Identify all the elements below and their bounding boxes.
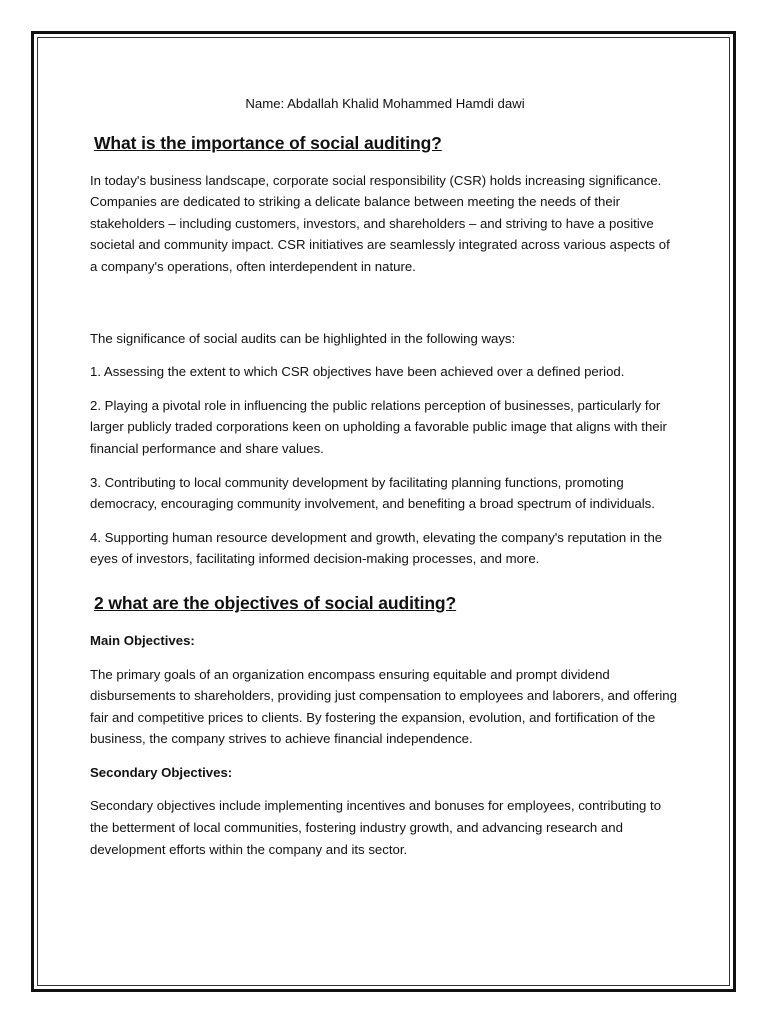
secondary-objectives-label: Secondary Objectives: bbox=[90, 764, 233, 780]
section-1-intro: In today's business landscape, corporate social responsibility (CSR) holds increasing significance. Companies are dedicated to striking a delicate balance between meeting the needs of their stakeholders – including customers, investors, and shareholders – and striving to have a positive societal and community impact. CSR initiatives are seamlessly integrated across various aspects of a company's operations, often interdependent in nature. bbox=[90, 172, 670, 274]
list-item: 2. Playing a pivotal role in influencing the public relations perception of businesses, particularly for larger publicly traded corporations keen on upholding a favorable public image that aligns with their financial performance and share values. bbox=[90, 397, 667, 456]
secondary-objectives-text: Secondary objectives include implementing incentives and bonuses for employees, contributing to the betterment of local communities, fostering industry growth, and advancing research and development efforts within the company and its sector. bbox=[90, 798, 662, 857]
list-item: 1. Assessing the extent to which CSR objectives have been achieved over a defined period. bbox=[90, 364, 625, 380]
list-item: 3. Contributing to local community development by facilitating planning functions, promoting democracy, encouraging community involvement, and benefiting a broad spectrum of individuals. bbox=[90, 474, 655, 512]
document-body bbox=[90, 93, 680, 872]
author-name: Name: Abdallah Khalid Mohammed Hamdi dawi bbox=[245, 96, 525, 111]
section-1-lead-in: The significance of social audits can be highlighted in the following ways: bbox=[90, 330, 516, 346]
list-item: 4. Supporting human resource development and growth, elevating the company's reputation in the eyes of investors, facilitating informed decision-making processes, and more. bbox=[90, 529, 663, 567]
section-2-heading: 2 what are the objectives of social auditing? bbox=[94, 592, 457, 613]
section-1-heading: What is the importance of social auditing? bbox=[94, 132, 442, 153]
main-objectives-label: Main Objectives: bbox=[90, 632, 195, 648]
main-objectives-text: The primary goals of an organization encompass ensuring equitable and prompt dividend disbursements to shareholders, providing just compensation to employees and laborers, and offering fair and competitive prices to clients. By fostering the expansion, evolution, and fortification of the business, the company strives to achieve financial independence. bbox=[90, 666, 677, 747]
